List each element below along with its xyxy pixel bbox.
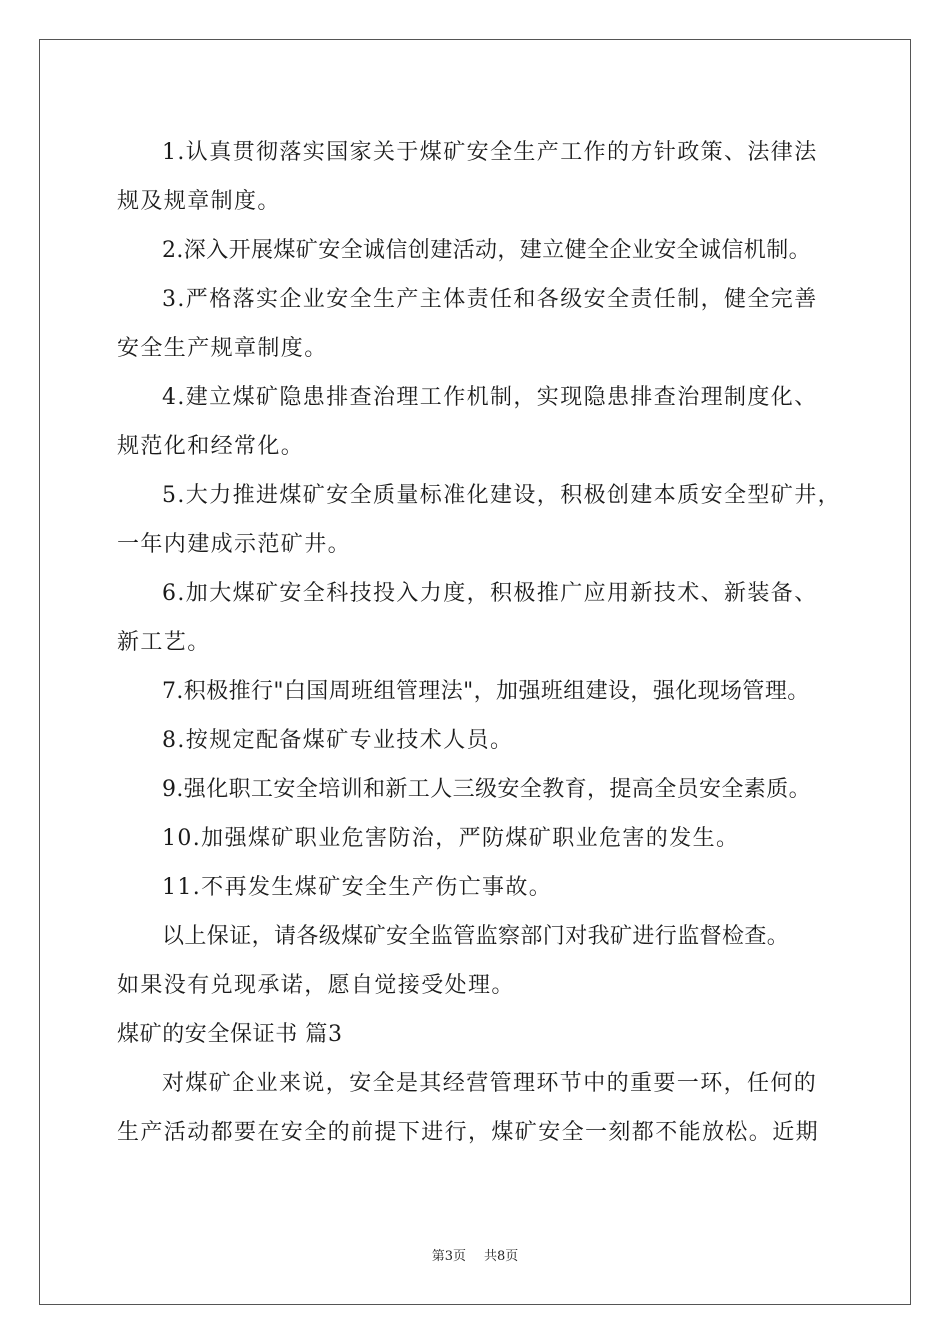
page-number-total: 共8页 [484, 1249, 519, 1264]
paragraph-line: 安全生产规章制度。 [117, 336, 328, 361]
section-heading: 煤矿的安全保证书 篇3 [117, 1022, 343, 1047]
paragraph-line: 7.积极推行"白国周班组管理法"，加强班组建设，强化现场管理。 [162, 679, 810, 704]
paragraph-line: 8.按规定配备煤矿专业技术人员。 [162, 728, 514, 753]
paragraph-line: 1.认真贯彻落实国家关于煤矿安全生产工作的方针政策、法律法 [162, 140, 818, 165]
paragraph-line: 如果没有兑现承诺，愿自觉接受处理。 [117, 973, 515, 998]
paragraph-line: 6.加大煤矿安全科技投入力度，积极推广应用新技术、新装备、 [162, 581, 818, 606]
page-footer [0, 1245, 950, 1264]
paragraph-line: 规及规章制度。 [117, 189, 281, 214]
paragraph-line: 新工艺。 [117, 630, 211, 655]
paragraph-line: 规范化和经常化。 [117, 434, 305, 459]
document-body [117, 128, 850, 1157]
paragraph-line: 9.强化职工安全培训和新工人三级安全教育，提高全员安全素质。 [162, 777, 811, 802]
paragraph-line: 对煤矿企业来说，安全是其经营管理环节中的重要一环，任何的 [162, 1071, 818, 1096]
paragraph-line: 3.严格落实企业安全生产主体责任和各级安全责任制，健全完善 [162, 287, 818, 312]
paragraph-line: 生产活动都要在安全的前提下进行，煤矿安全一刻都不能放松。近期 [117, 1120, 820, 1145]
paragraph-line: 5.大力推进煤矿安全质量标准化建设，积极创建本质安全型矿井， [162, 483, 841, 508]
paragraph-line: 一年内建成示范矿井。 [117, 532, 352, 557]
paragraph-line: 2.深入开展煤矿安全诚信创建活动，建立健全企业安全诚信机制。 [162, 238, 811, 263]
paragraph-line: 4.建立煤矿隐患排查治理工作机制，实现隐患排查治理制度化、 [162, 385, 818, 410]
page-number-current: 第3页 [431, 1249, 466, 1264]
paragraph-line: 以上保证，请各级煤矿安全监管监察部门对我矿进行监督检查。 [162, 924, 790, 949]
paragraph-line: 10.加强煤矿职业危害防治，严防煤矿职业危害的发生。 [162, 826, 740, 851]
paragraph-line: 11.不再发生煤矿安全生产伤亡事故。 [162, 875, 553, 900]
